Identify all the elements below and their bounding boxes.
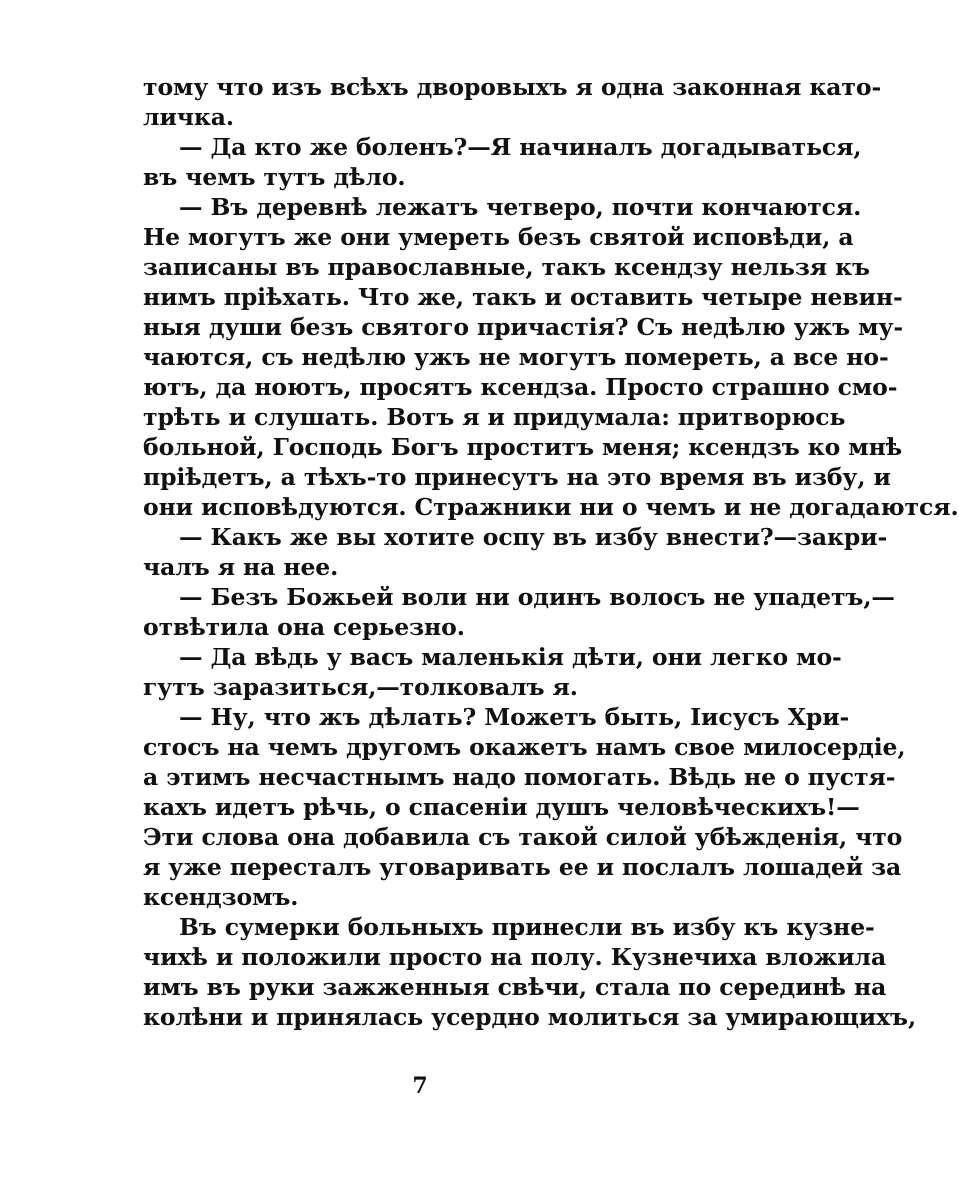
text-line: записаны въ православные, такъ ксендзу нельзя къ [143,253,870,281]
text-line: трѣть и слушать. Вотъ я и придумала: притворюсь [143,403,846,431]
text-line: въ чемъ тутъ дѣло. [143,163,406,191]
text-line: нимъ пріѣхать. Что же, такъ и оставить четыре невин- [143,283,903,311]
text-line: чаются, съ недѣлю ужъ не могутъ помереть, а все но- [143,343,889,371]
text-line: Не могутъ же они умереть безъ святой исповѣди, а [143,223,854,251]
text-line: — Какъ же вы хотите оспу въ избу внести?—закри- [179,523,888,551]
text-line: колѣни и принялась усердно молиться за умирающихъ, [143,1003,917,1031]
text-line: пріѣдетъ, а тѣхъ-то принесутъ на это время въ избу, и [143,463,891,491]
text-line: — Безъ Божьей воли ни одинъ волосъ не упадетъ,— [179,583,895,611]
text-line: Эти слова она добавила съ такой силой убѣжденія, что [143,823,903,851]
text-line: — Да вѣдь у васъ маленькія дѣти, они легко мо- [179,643,842,671]
text-line: ныя души безъ святого причастія? Съ недѣлю ужъ му- [143,313,904,341]
text-line: кахъ идетъ рѣчь, о спасеніи душъ человѣческихъ!— [143,793,860,821]
body-text [143,72,959,1032]
text-line: стосъ на чемъ другомъ окажетъ намъ свое милосердіе, [143,733,906,761]
text-line: личка. [143,103,234,131]
text-line: — Ну, что жъ дѣлать? Можетъ быть, Іисусъ Хри- [179,703,850,731]
page-number: 7 [412,1073,428,1099]
text-line: ксендзомъ. [143,883,299,911]
text-line: чалъ я на нее. [143,553,339,581]
text-line: — Да кто же боленъ?—Я начиналъ догадываться, [179,133,862,161]
text-line: чихѣ и положили просто на полу. Кузнечиха вложила [143,943,887,971]
text-line: я уже пересталъ уговаривать ее и послалъ лошадей за [143,853,902,881]
text-line: имъ въ руки зажженныя свѣчи, стала по серединѣ на [143,973,887,1001]
text-line: — Въ деревнѣ лежатъ четверо, почти кончаются. [179,193,862,221]
text-line: они исповѣдуются. Стражники ни о чемъ и не догадаются. [143,493,959,521]
text-line: отвѣтила она серьезно. [143,613,465,641]
text-line: ютъ, да ноютъ, просятъ ксендза. Просто страшно смо- [143,373,898,401]
text-line: больной, Господь Богъ проститъ меня; ксендзъ ко мнѣ [143,433,903,461]
text-line: гутъ заразиться,—толковалъ я. [143,673,578,701]
text-line: тому что изъ всѣхъ дворовыхъ я одна законная като- [143,73,882,101]
text-line: Въ сумерки больныхъ принесли въ избу къ кузне- [179,913,875,941]
text-line: а этимъ несчастнымъ надо помогать. Вѣдь не о пустя- [143,763,896,791]
